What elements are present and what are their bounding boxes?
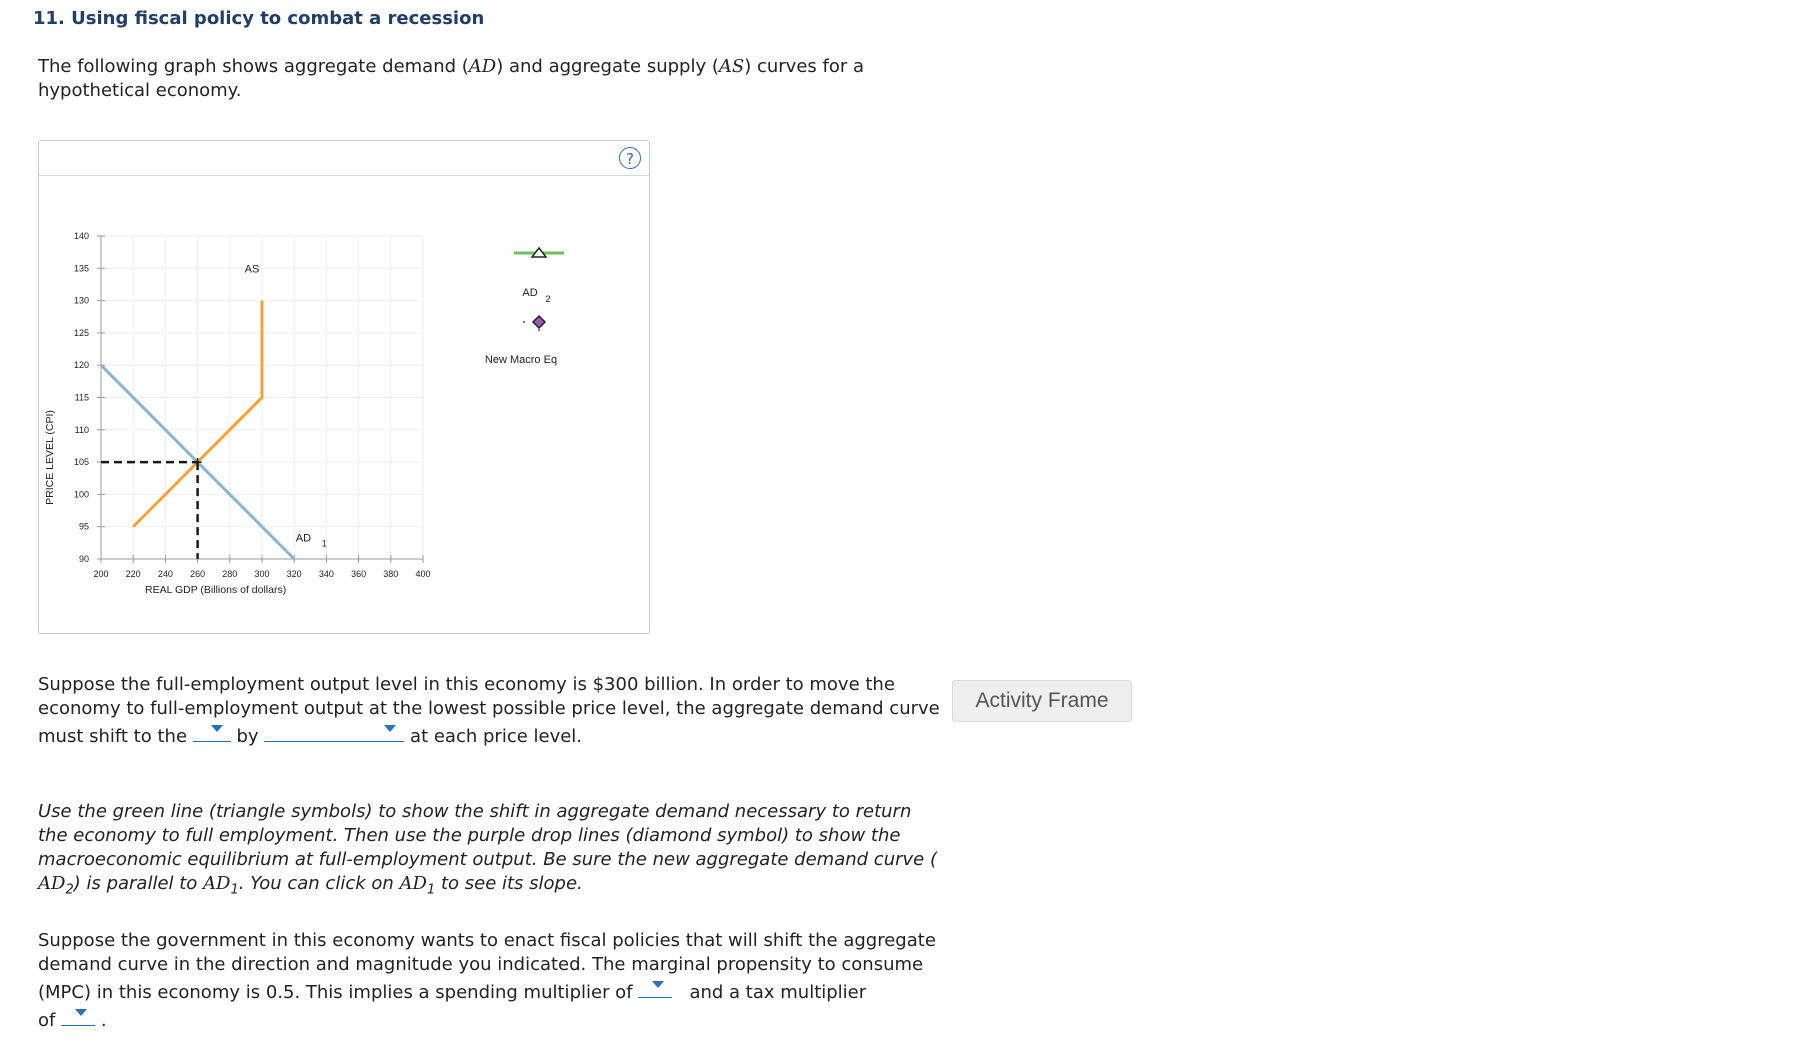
x-axis-label: REAL GDP (Billions of dollars) [144,584,287,596]
y-tick-label: 105 [73,457,89,468]
y-tick-label: 95 [78,521,89,532]
x-tick-label: 340 [318,569,334,579]
x-tick-label: 300 [254,569,270,579]
x-tick-label: 400 [415,569,431,579]
ad1-curve-label-subscript: 1 [321,538,327,549]
y-tick-label: 140 [73,231,89,241]
x-tick-label: 280 [222,569,238,579]
x-tick-label: 360 [351,569,367,579]
diamond-icon[interactable] [533,316,545,328]
shift-amount-dropdown[interactable] [264,721,404,742]
y-tick-label: 125 [73,327,89,338]
intro-paragraph: The following graph shows aggregate demand (AD) and aggregate supply (AS) curves for a hypothetical economy. [38,56,864,101]
x-tick-label: 260 [190,569,206,579]
chevron-down-icon [652,981,664,988]
ad1-curve-label: AD [295,532,312,545]
ad2-tool-label: AD [522,287,538,299]
chevron-down-icon [384,725,396,732]
x-tick-label: 380 [383,569,399,579]
x-tick-label: 240 [157,569,173,579]
chevron-down-icon [75,1009,87,1016]
y-tick-label: 100 [73,489,89,500]
graph-instructions: Use the green line (triangle symbols) to show the shift in aggregate demand necessary to return the economy to full employment. Then use the purple drop lines (diamond symbol) to show the macroeconomic equilibrium at full-employment output. Be sure the new aggregate demand curve ( $AD_2$) is parallel to $AD_1$. You can click on $AD_1$ to see its slope. [38,801,937,898]
graph-panel [38,140,650,634]
x-tick-label: 200 [93,569,109,579]
shift-direction-dropdown[interactable] [193,721,231,742]
y-tick-label: 115 [74,392,89,403]
y-tick-label: 130 [73,295,89,306]
spending-multiplier-dropdown[interactable] [638,977,672,998]
question-2: Suppose the government in this economy wants to enact fiscal policies that will shift the aggregate demand curve in the direction and magnitude you indicated. The marginal propensity to consume (MPC) in this economy is 0.5. This implies a spending multiplier of and a tax multiplier of . [38,930,936,1031]
as-curve-label: AS [244,263,260,276]
ad2-tool-label-subscript: 2 [545,294,551,304]
y-axis-label: PRICE LEVEL (CPI) [44,410,56,505]
help-icon[interactable]: ? [619,147,641,169]
chevron-down-icon [211,725,223,732]
tax-multiplier-dropdown[interactable] [61,1005,95,1026]
x-tick-label: 320 [286,569,302,579]
ad-as-chart[interactable] [39,141,651,635]
activity-frame-button[interactable]: Activity Frame [952,680,1132,722]
new-macro-eq-label: New Macro Eq [484,354,558,366]
question-1: Suppose the full-employment output level in this economy is $300 billion. In order to move the economy to full-employment output at the lowest possible price level, the aggregate demand curve must shift to the by at each price level. [38,674,940,747]
y-tick-label: 120 [73,360,89,371]
question-title: 11. Using fiscal policy to combat a recession [33,8,485,29]
x-tick-label: 220 [125,569,141,579]
y-tick-label: 90 [78,554,89,564]
y-tick-label: 135 [73,263,89,274]
y-tick-label: 110 [74,424,89,435]
